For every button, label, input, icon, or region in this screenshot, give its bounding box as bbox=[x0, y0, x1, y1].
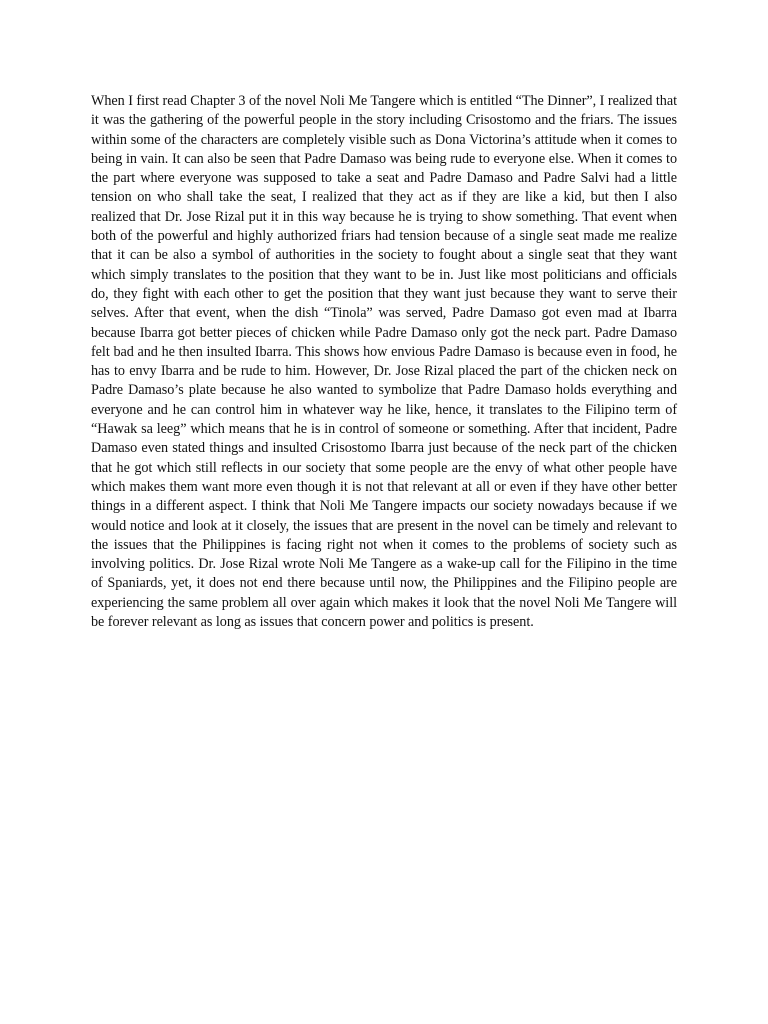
essay-paragraph: When I first read Chapter 3 of the novel Noli Me Tangere which is entitled “The Dinner”, I realized that it was the gathering of the powerful people in the story including Crisostomo and the friars. The issues within some of the characters are completely visible such as Dona Victorina’s attitude when it comes to being in vain. It can also be seen that Padre Damaso was being rude to everyone else. When it comes to the part where everyone was supposed to take a seat and Padre Damaso and Padre Salvi had a little tension on who shall take the seat, I realized that they act as if they are like a kid, but then I also realized that Dr. Jose Rizal put it in this way because he is trying to show something. That event when both of the powerful and highly authorized friars had tension because of a single seat made me realize that it can be also a symbol of authorities in the society to fought about a single seat that they want which simply translates to the position that they want to be in. Just like most politicians and officials do, they fight with each other to get the position that they want just because they want to serve their selves. After that event, when the dish “Tinola” was served, Padre Damaso got even mad at Ibarra because Ibarra got better pieces of chicken while Padre Damaso only got the neck part. Padre Damaso felt bad and he then insulted Ibarra. This shows how envious Padre Damaso is because even in food, he has to envy Ibarra and be rude to him. However, Dr. Jose Rizal placed the part of the chicken neck on Padre Damaso’s plate because he also wanted to symbolize that Padre Damaso holds everything and everyone and he can control him in whatever way he like, hence, it translates to the Filipino term of “Hawak sa leeg” which means that he is in control of someone or something. After that incident, Padre Damaso even stated things and insulted Crisostomo Ibarra just because of the neck part of the chicken that he got which still reflects in our society that some people are the envy of what other people have which makes them want more even though it is not that relevant at all or even if they have other better things in a different aspect. I think that Noli Me Tangere impacts our society nowadays because if we would notice and look at it closely, the issues that are present in the novel can be timely and relevant to the issues that the Philippines is facing right not when it comes to the problems of society such as involving politics. Dr. Jose Rizal wrote Noli Me Tangere as a wake-up call for the Filipino in the time of Spaniards, yet, it does not end there because until now, the Philippines and the Filipino people are experiencing the same problem all over again which makes it look that the novel Noli Me Tangere will be forever relevant as long as issues that concern power and politics is present. bbox=[91, 93, 677, 631]
